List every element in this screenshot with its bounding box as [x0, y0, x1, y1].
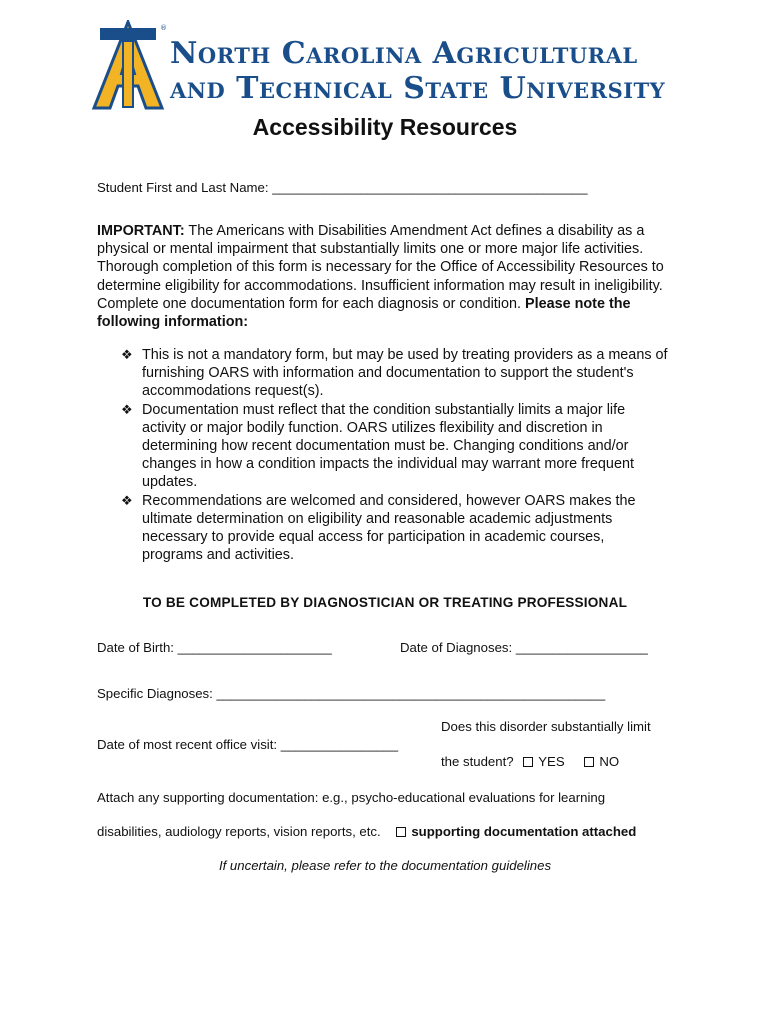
list-item	[121, 492, 669, 565]
dob-field[interactable]: _____________________	[177, 640, 332, 655]
section-heading: TO BE COMPLETED BY DIAGNOSTICIAN OR TREATING PROFESSIONAL	[142, 595, 628, 610]
list-item	[121, 346, 669, 401]
university-name-line1: North Carolina Agricultural	[170, 36, 638, 71]
diamond-bullet-icon: ❖	[121, 492, 133, 508]
office-visit-field[interactable]: ________________	[280, 737, 399, 752]
diamond-bullet-icon: ❖	[121, 347, 133, 362]
university-name-line2: and Technical State University	[170, 71, 666, 106]
attach-line2: disabilities, audiology reports, vision reports, etc.	[97, 824, 381, 839]
important-paragraph	[97, 222, 672, 331]
no-label: NO	[599, 754, 620, 769]
no-checkbox[interactable]	[584, 757, 594, 767]
attach-row	[97, 824, 636, 839]
bullet-text: This is not a mandatory form, but may be used by treating providers as a means of furnishing OARS with information and documentation to support the student's accommodations request(s).	[142, 347, 668, 400]
attach-line1: Attach any supporting documentation: e.g., psycho-educational evaluations for learning	[97, 790, 606, 805]
diagnoses-date-row	[400, 640, 648, 655]
registered-mark: ®	[160, 24, 167, 32]
student-name-row	[97, 179, 588, 197]
yes-checkbox[interactable]	[523, 757, 533, 767]
important-text: The Americans with Disabilities Amendment Act defines a disability as a physical or mental impairment that substantially limits one or more major life activities. Thorough completion of this form is necessary for the Office of Accessibility Resources to determine eligibility for accommodations. Insufficient information may result in ineligibility. Complete one documentation form for each diagnosis or condition.	[97, 223, 664, 312]
office-visit-row	[97, 737, 398, 752]
aggie-monogram-logo	[88, 20, 168, 112]
office-visit-label: Date of most recent office visit:	[97, 737, 278, 752]
yes-label: YES	[538, 754, 565, 769]
specific-diagnoses-row	[97, 686, 605, 701]
limit-question-line2: the student?	[441, 754, 514, 769]
student-name-field[interactable]: ___________________________________________	[272, 180, 588, 195]
bullet-text: Documentation must reflect that the condition substantially limits a major life activity or major bodily function. OARS utilizes flexibility and discretion in determining how recent documentation must be. Changing conditions and/or changes in how a condition impacts the individual may warrant more frequent updates.	[142, 401, 634, 491]
important-emphasis: Please note the following information:	[97, 295, 631, 331]
list-item	[121, 401, 669, 492]
dob-label: Date of Birth:	[97, 640, 174, 655]
diamond-bullet-icon: ❖	[121, 401, 133, 417]
limit-question-line1: Does this disorder substantially limit	[441, 719, 651, 734]
specific-diagnoses-label: Specific Diagnoses:	[97, 686, 213, 701]
supporting-doc-option[interactable]	[396, 824, 636, 839]
university-name	[170, 36, 665, 106]
bullet-text: Recommendations are welcomed and considered, however OARS makes the ultimate determination on eligibility and reasonable academic adjustments necessary to provide equal access for participation in academic courses, programs and activities.	[142, 492, 636, 564]
supporting-doc-label: supporting documentation attached	[411, 824, 637, 839]
yes-option[interactable]	[523, 754, 564, 769]
no-option[interactable]	[584, 754, 619, 769]
important-lead: IMPORTANT:	[97, 223, 185, 239]
specific-diagnoses-field[interactable]: _____________________________________________________	[216, 686, 606, 701]
diagnoses-date-field[interactable]: __________________	[515, 640, 648, 655]
student-name-label: Student First and Last Name:	[97, 180, 269, 195]
page-title: Accessibility Resources	[252, 114, 518, 140]
footer-note: If uncertain, please refer to the documentation guidelines	[218, 858, 552, 873]
diagnoses-date-label: Date of Diagnoses:	[400, 640, 513, 655]
dob-row	[97, 640, 332, 655]
supporting-doc-checkbox[interactable]	[396, 827, 406, 837]
limit-question-row	[441, 754, 619, 769]
info-bullet-list	[121, 346, 669, 564]
